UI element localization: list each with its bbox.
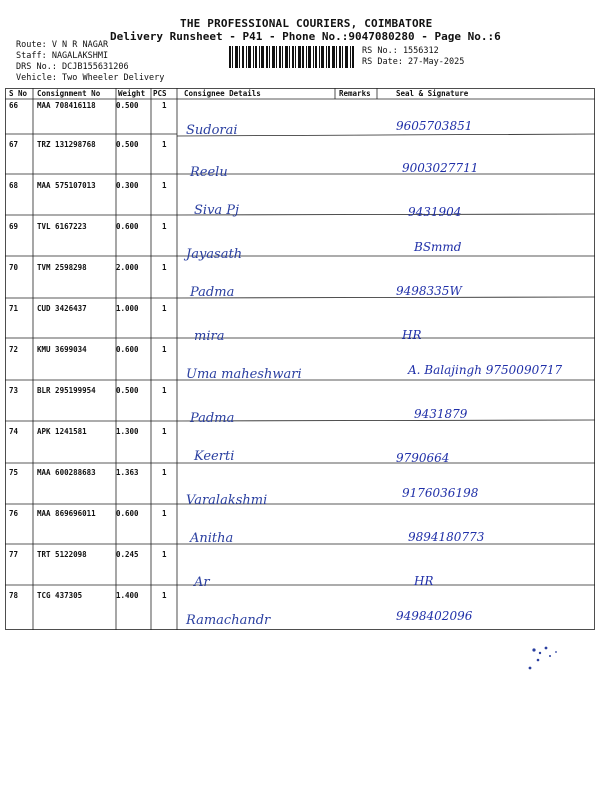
- row-consignment-no: CUD 3426437: [37, 304, 87, 313]
- row-pcs: 1: [162, 101, 167, 110]
- col-header-remarks: Remarks: [339, 89, 371, 98]
- row-pcs: 1: [162, 304, 167, 313]
- row-consignment-no: TRT 5122098: [37, 550, 87, 559]
- row-pcs: 1: [162, 386, 167, 395]
- row-signature: BSmmd: [414, 240, 462, 254]
- row-consignee-name: Ar: [194, 575, 210, 590]
- row-signature: 9498402096: [396, 609, 473, 623]
- row-sno: 78: [9, 591, 19, 600]
- row-weight: 1.363: [116, 468, 139, 477]
- row-signature: 9003027711: [402, 161, 479, 175]
- col-header-sno: S No: [9, 89, 28, 98]
- row-signature: 9498335W: [396, 284, 462, 298]
- row-weight: 1.300: [116, 427, 139, 436]
- row-pcs: 1: [162, 427, 167, 436]
- row-consignment-no: BLR 295199954: [37, 386, 96, 395]
- row-signature: 9431879: [414, 407, 468, 421]
- row-weight: 0.500: [116, 101, 139, 110]
- row-consignee-name: Ramachandr: [186, 613, 271, 628]
- row-consignee-name: Anitha: [190, 531, 234, 546]
- rs-number: RS No.: 1556312: [362, 46, 439, 56]
- row-pcs: 1: [162, 345, 167, 354]
- row-consignment-no: APK 1241581: [37, 427, 87, 436]
- row-pcs: 1: [162, 509, 167, 518]
- table-grid: [5, 88, 595, 630]
- row-weight: 0.300: [116, 181, 139, 190]
- row-consignment-no: MAA 575107013: [37, 181, 96, 190]
- row-pcs: 1: [162, 222, 167, 231]
- row-consignee-name: Reelu: [190, 165, 228, 180]
- row-consignment-no: MAA 708416118: [37, 101, 96, 110]
- row-weight: 2.000: [116, 263, 139, 272]
- document-title: THE PROFESSIONAL COURIERS, COIMBATORE: [180, 17, 433, 30]
- row-consignment-no: MAA 869696011: [37, 509, 96, 518]
- ink-spots: [520, 638, 580, 688]
- row-weight: 0.600: [116, 509, 139, 518]
- row-sno: 71: [9, 304, 19, 313]
- row-consignment-no: KMU 3699034: [37, 345, 87, 354]
- row-signature: 9790664: [396, 451, 450, 465]
- row-consignee-name: Keerti: [194, 449, 235, 464]
- col-header-consignment: Consignment No: [37, 89, 101, 98]
- row-consignee-name: Siva Pj: [194, 203, 240, 218]
- row-sno: 70: [9, 263, 19, 272]
- row-sno: 67: [9, 140, 19, 149]
- row-signature: 9176036198: [402, 486, 479, 500]
- row-consignment-no: TCG 437305: [37, 591, 83, 600]
- row-signature: HR: [414, 574, 434, 588]
- row-pcs: 1: [162, 263, 167, 272]
- row-sno: 68: [9, 181, 19, 190]
- route-info: [16, 40, 164, 84]
- row-weight: 1.400: [116, 591, 139, 600]
- col-header-consignee: Consignee Details: [184, 89, 261, 98]
- row-sno: 72: [9, 345, 19, 354]
- row-weight: 0.600: [116, 222, 139, 231]
- row-consignee-name: Sudorai: [186, 123, 238, 138]
- col-header-pcs: PCS: [153, 89, 167, 98]
- row-pcs: 1: [162, 550, 167, 559]
- document-subtitle: Delivery Runsheet - P41 - Phone No.:9047080280 - Page No.:6: [110, 30, 501, 43]
- row-consignment-no: TRZ 131298768: [37, 140, 96, 149]
- rs-date: RS Date: 27-May-2025: [362, 57, 465, 67]
- row-weight: 0.245: [116, 550, 139, 559]
- barcode: [228, 45, 355, 69]
- row-consignee-name: Padma: [190, 411, 235, 426]
- row-sno: 75: [9, 468, 19, 477]
- row-pcs: 1: [162, 468, 167, 477]
- row-weight: 1.000: [116, 304, 139, 313]
- row-sno: 77: [9, 550, 19, 559]
- row-weight: 0.500: [116, 140, 139, 149]
- row-consignee-name: Uma maheshwari: [186, 367, 302, 382]
- row-consignee-name: mira: [194, 329, 225, 344]
- row-weight: 0.500: [116, 386, 139, 395]
- row-signature: 9605703851: [396, 119, 473, 133]
- row-pcs: 1: [162, 591, 167, 600]
- row-sno: 76: [9, 509, 19, 518]
- col-header-signature: Seal & Signature: [396, 89, 469, 98]
- row-signature: 9431904: [408, 205, 462, 219]
- row-weight: 0.600: [116, 345, 139, 354]
- row-signature: A. Balajingh 9750090717: [408, 363, 563, 377]
- row-consignment-no: TVL 6167223: [37, 222, 87, 231]
- row-signature: 9894180773: [408, 530, 485, 544]
- row-consignee-name: Varalakshmi: [186, 493, 268, 508]
- row-sno: 74: [9, 427, 19, 436]
- row-consignee-name: Jayasath: [186, 247, 243, 262]
- col-header-weight: Weight: [118, 89, 146, 98]
- rs-info: [362, 46, 464, 68]
- row-sno: 69: [9, 222, 19, 231]
- row-sno: 73: [9, 386, 19, 395]
- route-label: Route: V N R NAGAR: [16, 40, 109, 50]
- row-sno: 66: [9, 101, 19, 110]
- row-consignment-no: TVM 2598298: [37, 263, 87, 272]
- row-pcs: 1: [162, 181, 167, 190]
- drs-number: DRS No.: DCJB155631206: [16, 62, 129, 72]
- row-consignee-name: Padma: [190, 285, 235, 300]
- row-signature: HR: [402, 328, 422, 342]
- row-consignment-no: MAA 600288683: [37, 468, 96, 477]
- vehicle-label: Vehicle: Two Wheeler Delivery: [16, 73, 165, 83]
- row-pcs: 1: [162, 140, 167, 149]
- staff-label: Staff: NAGALAKSHMI: [16, 51, 109, 61]
